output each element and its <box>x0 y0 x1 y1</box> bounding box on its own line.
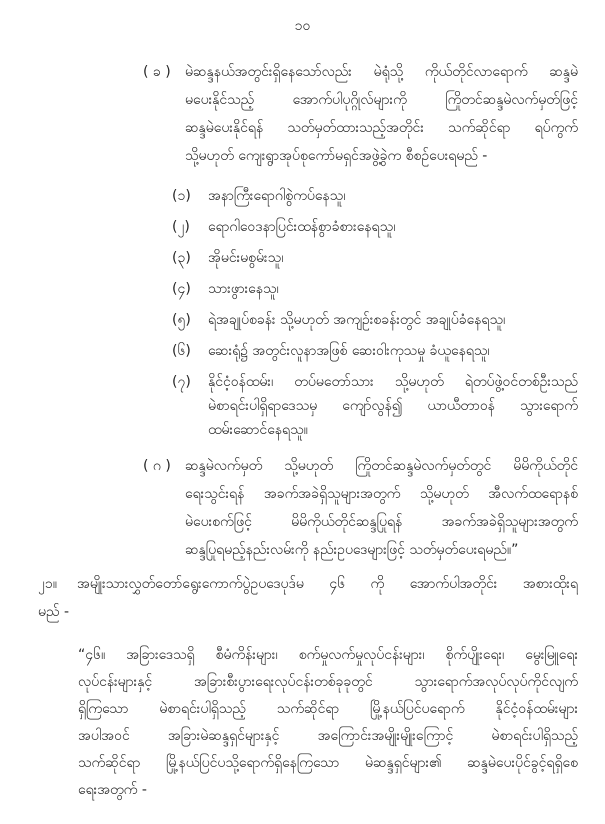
paragraph-21-line: မည် - <box>38 604 70 620</box>
quote-46-line: လုပ်ငန်းများနှင့် အခြားစီးပွားရေးလုပ်ငန်းတစ်ခုခုတွင် သွားရောက်အလုပ်လုပ်ကိုင်လျက် <box>78 674 578 690</box>
quote-46-line: အပါအဝင် အခြားမဲဆန္ဒရှင်များနှင့် အကြောင်းအမျိုးမျိုးကြောင့် မဲစာရင်းပါရှိသည့် <box>78 728 578 744</box>
list-item-number: (၃) <box>172 250 191 266</box>
list-item-6 <box>172 339 578 363</box>
list-item-number: (၆) <box>172 343 191 359</box>
list-item-text: နိုင်ငံ့ဝန်ထမ်း၊ တပ်မတော်သား သို့မဟုတ် ရဲတပ်ဖွဲ့ဝင်တစ်ဦးသည် <box>208 374 578 390</box>
clause-ga-line: မဲပေးစက်ဖြင့် မိမိကိုယ်တိုင်ဆန္ဒပြုရန် အခက်အခဲရှိသူများအတွက် <box>185 514 578 530</box>
clause-ga <box>143 452 578 564</box>
list-item-text: ရဲအချုပ်စခန်း သို့မဟုတ် အကျဉ်းစခန်းတွင် အချုပ်ခံနေရသူ၊ <box>208 312 506 328</box>
clause-kha <box>143 58 578 170</box>
clause-kha-label: ( ခ ) <box>143 64 171 80</box>
sub-clause-list <box>172 184 578 442</box>
clause-kha-line: မပေးနိုင်သည့် အောက်ပါပုဂ္ဂိုလ်များကို ကြိုတင်ဆန္ဒမဲလက်မှတ်ဖြင့် <box>185 92 578 108</box>
list-item-text: သားဖွားနေသူ၊ <box>208 281 279 297</box>
list-item-1 <box>172 184 578 208</box>
list-item-number: (၇) <box>172 374 191 390</box>
list-item-4 <box>172 277 578 301</box>
paragraph-21 <box>38 570 578 626</box>
quote-46-line: ရှိကြသော မဲစာရင်းပါရှိသည့် သက်ဆိုင်ရာ မြို့နယ်ပြင်ပရောက် နိုင်ငံ့ဝန်ထမ်းများ <box>78 701 578 717</box>
list-item-text: အနာကြီးရောဂါစွဲကပ်နေသူ၊ <box>208 188 346 204</box>
quote-46-line: သက်ဆိုင်ရာ မြို့နယ်ပြင်ပသို့ရောက်ရှိနေကြသော မဲဆန္ဒရှင်များ၏ ဆန္ဒမဲပေးပိုင်ခွင့်ရရှိစေ <box>78 755 578 771</box>
clause-kha-line: သို့မဟုတ် ကျေးရွာအုပ်စုကော်မရှင်အဖွဲ့ခွဲက စီစဉ်ပေးရမည် - <box>185 148 488 164</box>
clause-ga-label: ( ဂ ) <box>143 458 171 474</box>
paragraph-21-line <box>38 570 578 598</box>
list-item-text: ထမ်းဆောင်နေရသူ။ <box>208 422 308 438</box>
paragraph-21-number: ၂၁။ <box>38 576 57 592</box>
list-item-text: အိုမင်းမစွမ်းသူ၊ <box>208 250 284 266</box>
clause-ga-line: ဆန္ဒပြုရမည့်နည်းလမ်းကို နည်းဥပဒေများဖြင့် သတ်မှတ်ပေးရမည်။” <box>185 542 519 558</box>
clause-kha-line: မဲဆန္ဒနယ်အတွင်းရှိနေသော်လည်း မဲရုံသို့ ကိုယ်တိုင်လာရောက် ဆန္ဒမဲ <box>185 64 578 80</box>
list-item-2 <box>172 215 578 239</box>
list-item-text: မဲစာရင်းပါရှိရာဒေသမှ ကျော်လွန်၍ ယာယီတာဝန် သွားရောက် <box>208 398 578 414</box>
page-number: ၁၀ <box>294 18 311 34</box>
list-item-5 <box>172 308 578 332</box>
clause-ga-line: ဆန္ဒမဲလက်မှတ် သို့မဟုတ် ကြိုတင်ဆန္ဒမဲလက်မှတ်တွင် မိမိကိုယ်တိုင် <box>185 458 578 474</box>
list-item-number: (၄) <box>172 281 191 297</box>
list-item-text: ဆေးရုံ၌ အတွင်းလူနာအဖြစ် ဆေးဝါးကုသမှု ခံယူနေရသူ၊ <box>208 343 490 359</box>
list-item-number: (၅) <box>172 312 191 328</box>
quote-46-line: “၄၆။ အခြားဒေသရှိ စီမံကိန်းများ၊ စက်မှုလက်မှုလုပ်ငန်းများ၊ စိုက်ပျိုးရေး၊ မွေးမြူရေး <box>78 647 578 663</box>
quote-section-46 <box>78 642 578 804</box>
quote-46-line: ရေးအတွက် - <box>78 782 147 798</box>
clause-ga-line: ရေးသွင်းရန် အခက်အခဲရှိသူများအတွက် သို့မဟုတ် အီလက်ထရောနစ် <box>185 486 578 502</box>
list-item-text: ရောဂါဝေဒနာပြင်းထန်စွာခံစားနေရသူ၊ <box>208 219 396 235</box>
paragraph-21-text: အမျိုးသားလွှတ်တော်ရွေးကောက်ပွဲဥပဒေပုဒ်မ ၄၆ ကို အောက်ပါအတိုင်း အစားထိုးရ <box>77 576 578 592</box>
clause-kha-line: ဆန္ဒမဲပေးနိုင်ရန် သတ်မှတ်ထားသည့်အတိုင်း သက်ဆိုင်ရာ ရပ်ကွက် <box>185 120 578 136</box>
list-item-7 <box>172 370 578 442</box>
list-item-3 <box>172 246 578 270</box>
list-item-number: (၁) <box>172 188 191 204</box>
list-item-number: (၂) <box>172 219 190 235</box>
